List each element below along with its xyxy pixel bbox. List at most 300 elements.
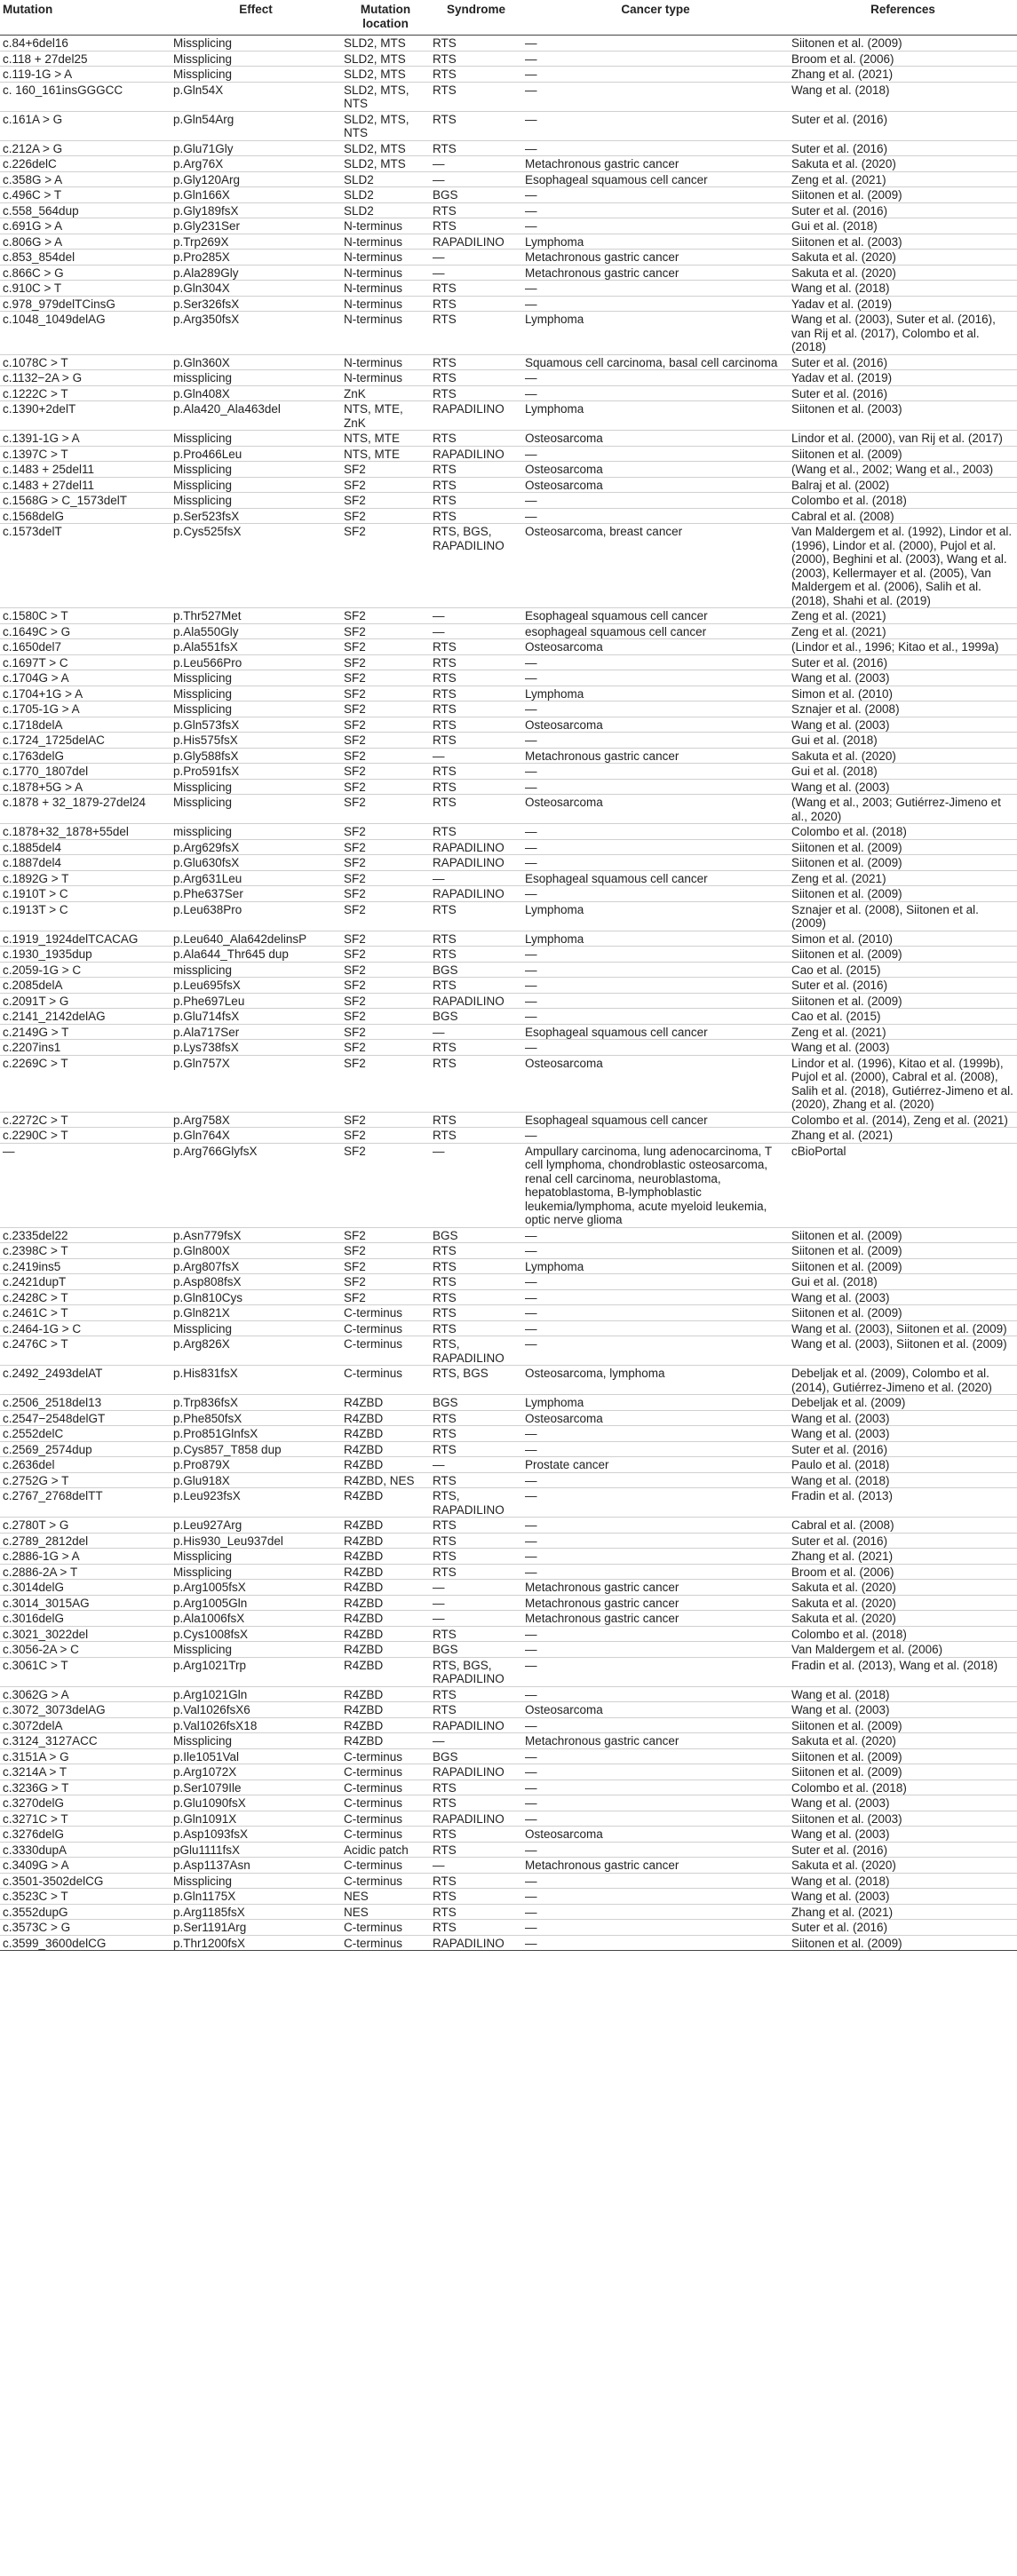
table-row — [0, 1366, 1017, 1395]
table-row — [0, 1595, 1017, 1611]
table-row — [0, 654, 1017, 670]
cell-references: Siitonen et al. (2009) — [791, 188, 902, 202]
cell-syndrome: RTS — [433, 733, 457, 747]
cell-effect: p.Leu640_Ala642delinsP — [173, 931, 307, 946]
cell-syndrome: RTS — [433, 1306, 457, 1320]
table-row — [0, 1055, 1017, 1112]
cell-syndrome: BGS — [433, 1228, 458, 1242]
table-row — [0, 1889, 1017, 1905]
cell-references: Sakuta et al. (2020) — [791, 1859, 896, 1872]
cell-mutation: c.1573delT — [3, 525, 62, 538]
cell-effect: Missplicing — [173, 36, 233, 50]
cell-location: SF2 — [344, 609, 366, 622]
cell-syndrome: RTS — [433, 509, 457, 523]
table-row — [0, 1488, 1017, 1518]
cell-mutation: c.2780T > G — [3, 1518, 69, 1532]
cell-references: Debeljak et al. (2009) — [791, 1396, 906, 1409]
cell-mutation: c.2141_2142delAG — [3, 1010, 106, 1023]
cell-cancer-type: — — [525, 1427, 537, 1440]
cell-location: N-terminus — [344, 313, 403, 326]
cell-location: R4ZBD — [344, 1396, 384, 1409]
cell-syndrome: RTS — [433, 1627, 457, 1641]
cell-references: (Wang et al., 2003; Gutiérrez-Jimeno et al., 2020) — [791, 796, 1001, 823]
cell-location: C-terminus — [344, 1749, 403, 1764]
cell-mutation: c.84+6del16 — [3, 36, 68, 50]
cell-effect: p.Glu714fsX — [173, 1010, 240, 1023]
table-row — [0, 701, 1017, 717]
table-row — [0, 281, 1017, 297]
cell-location: R4ZBD — [344, 1734, 384, 1748]
cell-syndrome: RTS — [433, 141, 457, 155]
cell-effect: missplicing — [173, 963, 233, 977]
cell-mutation: c.2428C > T — [3, 1290, 68, 1304]
cell-mutation: c.2419ins5 — [3, 1259, 61, 1273]
cell-cancer-type: — — [525, 840, 537, 854]
cell-location: NES — [344, 1905, 369, 1919]
cell-cancer-type: — — [525, 386, 537, 400]
cell-syndrome: — — [433, 1025, 445, 1039]
cell-effect: p.Arg1005fsX — [173, 1581, 246, 1594]
cell-syndrome: — — [433, 1144, 445, 1158]
cell-references: Siitonen et al. (2003) — [791, 1811, 902, 1826]
cell-references: Debeljak et al. (2009), Colombo et al. (2014), Gutiérrez-Jimeno et al. (2020) — [791, 1367, 992, 1394]
cell-location: R4ZBD — [344, 1565, 384, 1579]
cell-mutation: c.3056-2A > C — [3, 1643, 79, 1656]
cell-references: Zhang et al. (2021) — [791, 1129, 894, 1142]
cell-cancer-type: — — [525, 1905, 537, 1919]
table-row — [0, 870, 1017, 886]
cell-effect: p.His930_Leu937del — [173, 1534, 283, 1548]
cell-mutation: c.1222C > T — [3, 386, 68, 400]
cell-syndrome: RAPADILINO — [433, 234, 505, 249]
cell-cancer-type: — — [525, 1936, 537, 1950]
cell-syndrome: RTS — [433, 313, 457, 326]
cell-cancer-type: Osteosarcoma — [525, 1827, 603, 1841]
cell-mutation: c.910C > T — [3, 281, 62, 295]
table-row — [0, 962, 1017, 978]
cell-references: Siitonen et al. (2009) — [791, 856, 902, 869]
cell-effect: p.Ser1191Arg — [173, 1921, 247, 1934]
cell-mutation: c.1878 + 32_1879-27del24 — [3, 796, 147, 809]
cell-syndrome: RTS — [433, 1113, 457, 1127]
table-row — [0, 639, 1017, 655]
cell-references: Wang et al. (2003) — [791, 1703, 890, 1716]
cell-effect: Missplicing — [173, 67, 233, 81]
cell-cancer-type: — — [525, 188, 537, 202]
cell-syndrome: RTS — [433, 765, 457, 778]
cell-cancer-type: Osteosarcoma — [525, 432, 603, 445]
cell-references: Fradin et al. (2013), Wang et al. (2018) — [791, 1658, 998, 1672]
cell-syndrome: BGS — [433, 188, 458, 202]
cell-mutation: — — [3, 1144, 15, 1158]
cell-cancer-type: Osteosarcoma — [525, 463, 603, 476]
cell-location: N-terminus — [344, 219, 403, 233]
cell-mutation: c.1919_1924delTCACAG — [3, 931, 139, 946]
cell-location: SF2 — [344, 796, 366, 809]
cell-syndrome: RTS, BGS, RAPADILINO — [433, 1658, 505, 1685]
cell-effect: p.Glu1090fsX — [173, 1796, 246, 1810]
cell-effect: p.Gln764X — [173, 1129, 230, 1142]
table-row — [0, 779, 1017, 795]
cell-references: Colombo et al. (2018) — [791, 494, 907, 507]
cell-effect: p.Pro851GlnfsX — [173, 1427, 258, 1440]
cell-effect: p.Gly189fsX — [173, 203, 239, 218]
cell-cancer-type: — — [525, 887, 537, 900]
cell-location: SF2 — [344, 749, 366, 763]
cell-cancer-type: — — [525, 1565, 537, 1579]
header-mutation: Mutation — [3, 3, 53, 16]
cell-cancer-type: Metachronous gastric cancer — [525, 266, 679, 280]
cell-references: Siitonen et al. (2009) — [791, 1244, 902, 1257]
cell-references: Siitonen et al. (2009) — [791, 1749, 902, 1764]
cell-cancer-type: — — [525, 219, 537, 233]
cell-mutation: c.853_854del — [3, 250, 75, 264]
cell-effect: p.Leu566Pro — [173, 655, 242, 670]
cell-mutation: c.1391-1G > A — [3, 432, 80, 445]
table-row — [0, 1657, 1017, 1686]
cell-references: Paulo et al. (2018) — [791, 1458, 890, 1471]
cell-mutation: c.1650del7 — [3, 640, 62, 654]
cell-location: SLD2, MTS — [344, 141, 406, 155]
cell-mutation: c.1930_1935dup — [3, 947, 92, 961]
cell-syndrome: BGS — [433, 1749, 458, 1764]
table-row — [0, 1472, 1017, 1488]
cell-cancer-type: Osteosarcoma, breast cancer — [525, 525, 683, 538]
cell-mutation: c.119-1G > A — [3, 67, 73, 81]
cell-location: C-terminus — [344, 1827, 403, 1841]
cell-mutation: c.2789_2812del — [3, 1534, 89, 1548]
cell-mutation: c.161A > G — [3, 112, 63, 126]
cell-mutation: c.118 + 27del25 — [3, 52, 88, 66]
table-row — [0, 670, 1017, 686]
table-row — [0, 446, 1017, 462]
table-row — [0, 1920, 1017, 1936]
cell-mutation: c.3016delG — [3, 1612, 65, 1625]
cell-syndrome: RTS — [433, 67, 457, 81]
cell-syndrome: RTS — [433, 36, 457, 50]
cell-effect: p.Gln1091X — [173, 1811, 237, 1826]
cell-effect: p.Pro285X — [173, 250, 230, 264]
table-row — [0, 1457, 1017, 1473]
table-row — [0, 218, 1017, 234]
cell-mutation: c.1763delG — [3, 749, 65, 763]
cell-references: Van Maldergem et al. (2006) — [791, 1643, 943, 1656]
table-row — [0, 156, 1017, 172]
cell-location: SF2 — [344, 902, 366, 916]
cell-cancer-type: Lymphoma — [525, 234, 584, 249]
cell-syndrome: RTS — [433, 780, 457, 794]
table-row — [0, 111, 1017, 140]
cell-location: SF2 — [344, 1010, 366, 1023]
cell-effect: p.Gln757X — [173, 1056, 230, 1070]
cell-effect: p.His575fsX — [173, 733, 238, 747]
cell-effect: p.Glu918X — [173, 1473, 230, 1487]
cell-effect: p.Leu638Pro — [173, 902, 242, 916]
table-row — [0, 493, 1017, 509]
cell-syndrome: RTS — [433, 702, 457, 716]
cell-mutation: c.3501-3502delCG — [3, 1874, 104, 1888]
cell-syndrome: RTS — [433, 947, 457, 961]
cell-effect: p.Gln573fsX — [173, 717, 240, 732]
cell-references: Siitonen et al. (2003) — [791, 402, 902, 416]
cell-references: Broom et al. (2006) — [791, 52, 894, 66]
cell-mutation: c.2059-1G > C — [3, 963, 82, 977]
cell-location: SF2 — [344, 463, 366, 476]
cell-effect: p.Ala551fsX — [173, 640, 238, 654]
cell-mutation: c.2476C > T — [3, 1337, 68, 1351]
cell-effect: p.Ser326fsX — [173, 297, 240, 311]
cell-references: Siitonen et al. (2009) — [791, 994, 902, 1008]
cell-location: C-terminus — [344, 1367, 403, 1380]
cell-cancer-type: Lymphoma — [525, 1396, 584, 1409]
cell-references: Colombo et al. (2018) — [791, 1627, 907, 1641]
cell-references: Siitonen et al. (2009) — [791, 1718, 902, 1732]
cell-effect: Missplicing — [173, 463, 233, 476]
table-row — [0, 855, 1017, 871]
cell-syndrome: RTS — [433, 1411, 457, 1425]
cell-cancer-type: Metachronous gastric cancer — [525, 1859, 679, 1872]
cell-cancer-type: — — [525, 371, 537, 384]
cell-effect: p.Asn779fsX — [173, 1228, 242, 1242]
cell-effect: p.Ser523fsX — [173, 509, 240, 523]
cell-effect: Missplicing — [173, 1874, 233, 1888]
cell-mutation: c.3062G > A — [3, 1687, 69, 1701]
cell-cancer-type: — — [525, 825, 537, 838]
table-row — [0, 1410, 1017, 1426]
cell-location: SLD2 — [344, 188, 374, 202]
cell-syndrome: RAPADILINO — [433, 1936, 505, 1950]
cell-mutation: c.2269C > T — [3, 1056, 68, 1070]
cell-syndrome: RTS — [433, 1473, 457, 1487]
cell-cancer-type: — — [525, 1244, 537, 1257]
cell-references: Sakuta et al. (2020) — [791, 1612, 896, 1625]
table-row — [0, 1009, 1017, 1025]
cell-cancer-type: — — [525, 1534, 537, 1548]
cell-location: SF2 — [344, 947, 366, 961]
table-row — [0, 1549, 1017, 1565]
cell-mutation: c.212A > G — [3, 141, 63, 155]
cell-cancer-type: — — [525, 281, 537, 295]
cell-syndrome: RTS — [433, 1827, 457, 1841]
cell-syndrome: RTS — [433, 83, 457, 97]
table-row — [0, 1305, 1017, 1321]
cell-cancer-type: — — [525, 494, 537, 507]
cell-cancer-type: — — [525, 67, 537, 81]
cell-location: C-terminus — [344, 1321, 403, 1336]
cell-effect: p.Arg631Leu — [173, 871, 242, 885]
cell-syndrome: RTS — [433, 825, 457, 838]
cell-effect: p.Gln800X — [173, 1244, 230, 1257]
header-syndrome: Syndrome — [446, 3, 506, 16]
cell-cancer-type: — — [525, 1518, 537, 1532]
cell-references: Wang et al. (2018) — [791, 281, 890, 295]
cell-mutation: c.2464-1G > C — [3, 1321, 82, 1336]
table-row — [0, 51, 1017, 67]
cell-mutation: c.2149G > T — [3, 1025, 69, 1039]
cell-references: Colombo et al. (2018) — [791, 825, 907, 838]
cell-effect: p.Gln54Arg — [173, 112, 234, 126]
cell-location: SF2 — [344, 1275, 366, 1288]
cell-mutation: c.2421dupT — [3, 1275, 67, 1288]
cell-mutation: c.3270delG — [3, 1796, 65, 1810]
table-row — [0, 1717, 1017, 1733]
cell-location: ZnK — [344, 386, 366, 400]
cell-references: Simon et al. (2010) — [791, 686, 894, 701]
cell-syndrome: RTS — [433, 432, 457, 445]
cell-location: SF2 — [344, 494, 366, 507]
cell-references: Suter et al. (2016) — [791, 386, 888, 400]
cell-cancer-type: Osteosarcoma — [525, 796, 603, 809]
cell-effect: Missplicing — [173, 702, 233, 716]
cell-syndrome: RAPADILINO — [433, 887, 505, 900]
cell-effect: p.Val1026fsX18 — [173, 1718, 258, 1732]
cell-cancer-type: Metachronous gastric cancer — [525, 1581, 679, 1594]
cell-syndrome: RTS — [433, 655, 457, 670]
cell-location: R4ZBD, NES — [344, 1473, 415, 1487]
cell-syndrome: RTS — [433, 1427, 457, 1440]
cell-location: SF2 — [344, 1244, 366, 1257]
table-row — [0, 401, 1017, 431]
cell-location: SF2 — [344, 840, 366, 854]
cell-cancer-type: — — [525, 1473, 537, 1487]
cell-syndrome: RTS — [433, 902, 457, 916]
cell-effect: p.Pro879X — [173, 1458, 230, 1471]
header-cancer-type: Cancer type — [621, 3, 690, 16]
cell-references: cBioPortal — [791, 1144, 846, 1158]
cell-mutation: c.1397C > T — [3, 447, 68, 461]
cell-references: Simon et al. (2010) — [791, 931, 894, 946]
cell-mutation: c.1078C > T — [3, 355, 68, 369]
cell-references: Wang et al. (2003) — [791, 1827, 890, 1841]
cell-syndrome: BGS — [433, 1396, 458, 1409]
table-row — [0, 1873, 1017, 1889]
cell-syndrome: RTS — [433, 1290, 457, 1304]
cell-references: Wang et al. (2003) — [791, 1290, 890, 1304]
table-row — [0, 1935, 1017, 1951]
cell-references: Gui et al. (2018) — [791, 733, 878, 747]
cell-effect: p.Pro466Leu — [173, 447, 242, 461]
cell-references: Wang et al. (2003) — [791, 780, 890, 794]
table-row — [0, 839, 1017, 855]
cell-references: Wang et al. (2003) — [791, 717, 890, 732]
table-header-row — [0, 0, 1017, 36]
table-row — [0, 431, 1017, 447]
cell-mutation: c.2207ins1 — [3, 1041, 61, 1054]
cell-syndrome: RTS — [433, 1550, 457, 1563]
cell-references: Sakuta et al. (2020) — [791, 749, 896, 763]
cell-cancer-type: — — [525, 780, 537, 794]
cell-mutation: c.1704G > A — [3, 671, 69, 685]
cell-syndrome: RTS, RAPADILINO — [433, 1489, 505, 1517]
cell-syndrome: RTS — [433, 979, 457, 992]
cell-cancer-type: Metachronous gastric cancer — [525, 749, 679, 763]
cell-references: Zeng et al. (2021) — [791, 624, 886, 638]
cell-syndrome: RTS — [433, 1874, 457, 1888]
cell-location: N-terminus — [344, 234, 403, 249]
cell-cancer-type: — — [525, 963, 537, 977]
cell-location: SLD2 — [344, 203, 374, 218]
table-row — [0, 733, 1017, 749]
table-row — [0, 82, 1017, 111]
cell-location: SF2 — [344, 963, 366, 977]
cell-location: R4ZBD — [344, 1596, 384, 1610]
cell-location: N-terminus — [344, 371, 403, 384]
cell-cancer-type: — — [525, 1442, 537, 1456]
cell-mutation: c.1704+1G > A — [3, 686, 83, 701]
cell-mutation: c.3151A > G — [3, 1749, 69, 1764]
cell-effect: p.Gln304X — [173, 281, 230, 295]
cell-syndrome: RTS — [433, 1565, 457, 1579]
cell-syndrome: RTS — [433, 1703, 457, 1716]
cell-references: Sznajer et al. (2008), Siitonen et al. (2009) — [791, 902, 979, 930]
header-effect: Effect — [239, 3, 273, 16]
cell-references: Zeng et al. (2021) — [791, 609, 886, 622]
cell-location: SF2 — [344, 640, 366, 654]
cell-effect: p.Gly120Arg — [173, 172, 241, 186]
cell-mutation: c.3072_3073delAG — [3, 1703, 106, 1716]
cell-references: (Lindor et al., 1996; Kitao et al., 1999a) — [791, 640, 999, 654]
cell-cancer-type: — — [525, 1129, 537, 1142]
cell-cancer-type: Esophageal squamous cell cancer — [525, 172, 708, 186]
cell-effect: p.Gln360X — [173, 355, 230, 369]
cell-cancer-type: — — [525, 1921, 537, 1934]
cell-location: R4ZBD — [344, 1458, 384, 1471]
cell-references: Siitonen et al. (2009) — [791, 1936, 902, 1950]
cell-effect: p.His831fsX — [173, 1367, 238, 1380]
table-row — [0, 1441, 1017, 1457]
cell-location: R4ZBD — [344, 1658, 384, 1672]
cell-effect: p.Arg350fsX — [173, 313, 240, 326]
cell-location: SF2 — [344, 655, 366, 670]
cell-syndrome: RTS — [433, 1275, 457, 1288]
cell-mutation: c.1878+32_1878+55del — [3, 825, 129, 838]
cell-syndrome: RAPADILINO — [433, 994, 505, 1008]
cell-references: Suter et al. (2016) — [791, 655, 888, 670]
cell-cancer-type: — — [525, 447, 537, 461]
cell-mutation: c.1718delA — [3, 717, 63, 732]
table-row — [0, 1112, 1017, 1128]
cell-mutation: c.2569_2574dup — [3, 1442, 92, 1456]
cell-references: Wang et al. (2018) — [791, 1687, 890, 1701]
cell-syndrome: — — [433, 1458, 445, 1471]
table-row — [0, 1842, 1017, 1858]
cell-mutation: c.2547−2548delGT — [3, 1411, 106, 1425]
cell-references: Siitonen et al. (2009) — [791, 447, 902, 461]
cell-references: Zhang et al. (2021) — [791, 1550, 894, 1563]
cell-syndrome: RTS, RAPADILINO — [433, 1337, 505, 1365]
cell-references: Siitonen et al. (2009) — [791, 840, 902, 854]
cell-cancer-type: — — [525, 1337, 537, 1351]
cell-mutation: c.866C > G — [3, 266, 64, 280]
cell-effect: p.Arg826X — [173, 1337, 230, 1351]
table-row — [0, 477, 1017, 493]
cell-cancer-type: — — [525, 52, 537, 66]
cell-references: Sakuta et al. (2020) — [791, 157, 896, 170]
cell-syndrome: RTS — [433, 1890, 457, 1903]
table-row — [0, 1024, 1017, 1040]
cell-references: Yadav et al. (2019) — [791, 297, 893, 311]
cell-cancer-type: Ampullary carcinoma, lung adenocarcinoma, T cell lymphoma, chondroblastic osteosarcoma, renal cell carcinoma, neuroblastoma, hepatoblastoma, B-lymphoblastic leukemia/lymphoma, acute myeloid leukemia, optic nerve glioma — [525, 1144, 772, 1226]
cell-mutation: c.3271C > T — [3, 1811, 68, 1826]
cell-mutation: c.1697T > C — [3, 655, 68, 670]
cell-location: SLD2 — [344, 172, 374, 186]
cell-syndrome: RTS — [433, 297, 457, 311]
cell-syndrome: RTS — [433, 1442, 457, 1456]
cell-references: Siitonen et al. (2009) — [791, 1228, 902, 1242]
cell-syndrome: RTS, BGS, RAPADILINO — [433, 525, 505, 552]
cell-effect: p.Trp269X — [173, 234, 229, 249]
cell-syndrome: RTS — [433, 386, 457, 400]
